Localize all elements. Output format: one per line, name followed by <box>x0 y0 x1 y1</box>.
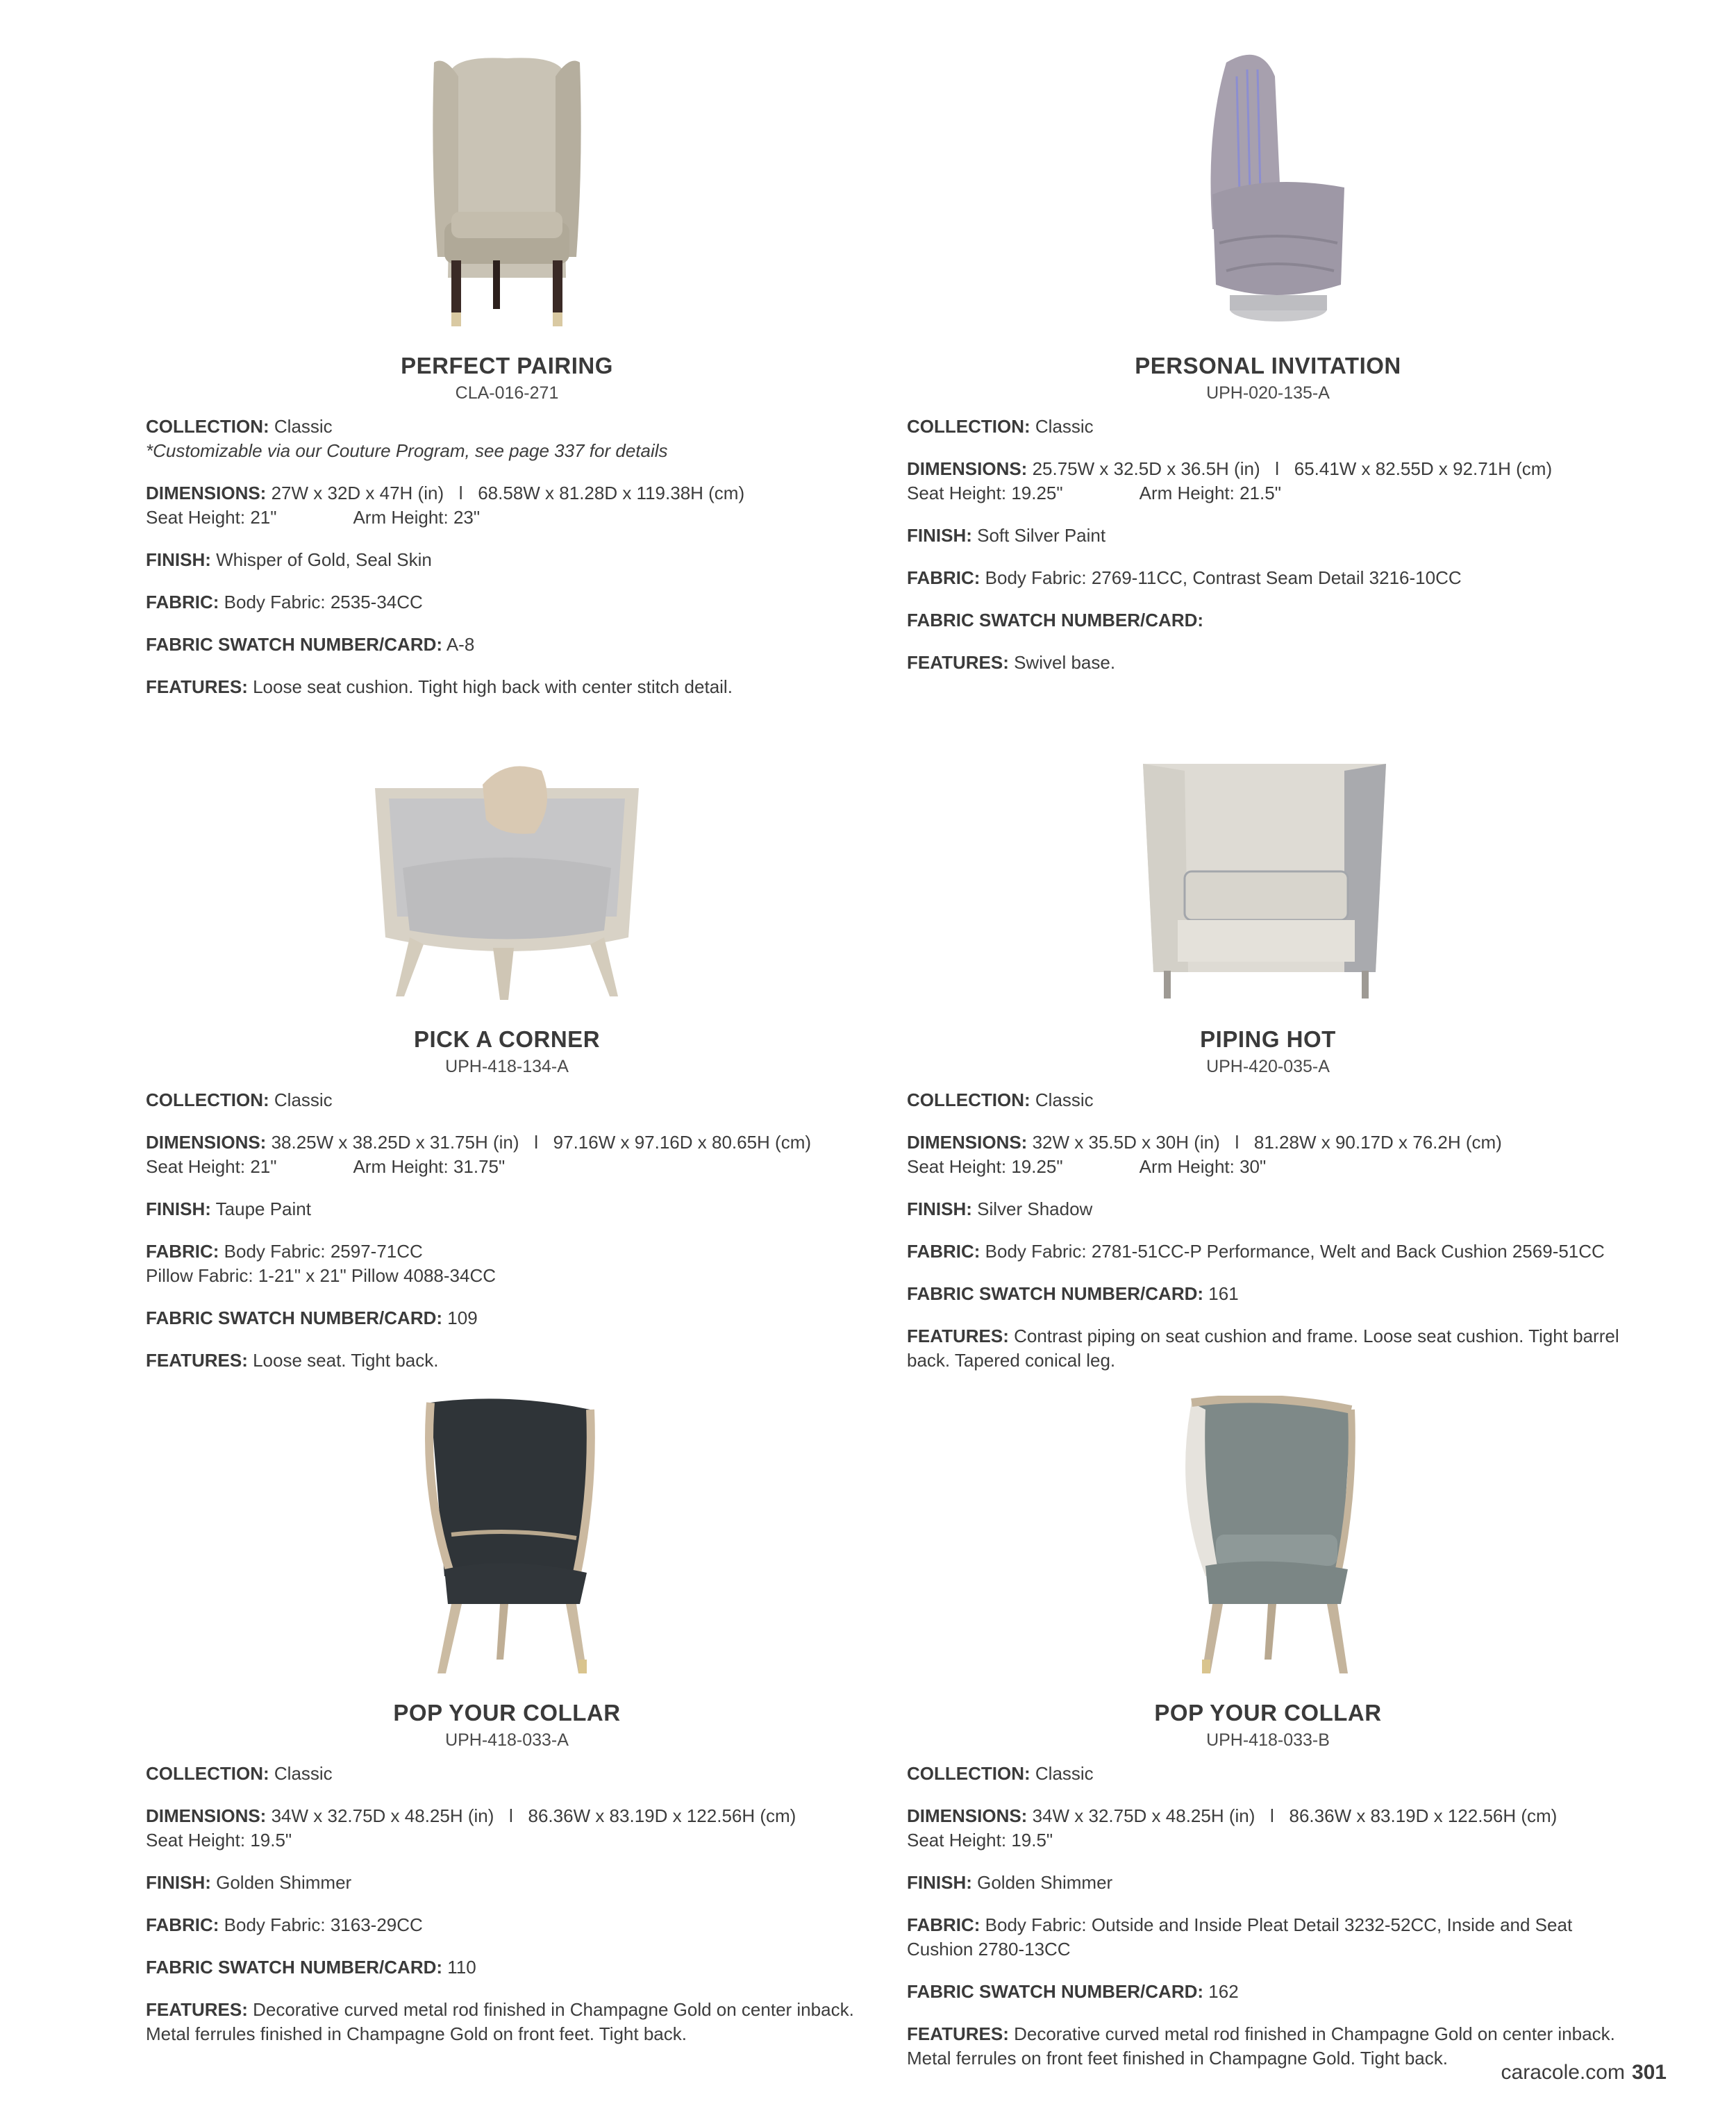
spec-value-line2: Pillow Fabric: 1-21" x 21" Pillow 4088-34CC <box>146 1265 496 1286</box>
product-title: PERSONAL INVITATION <box>1135 353 1401 378</box>
spec-value: 161 <box>1208 1283 1239 1304</box>
spec-label: COLLECTION: <box>146 1763 269 1784</box>
spec-label: FABRIC: <box>907 567 980 588</box>
product-sku: CLA-016-271 <box>455 383 559 403</box>
product-specs <box>146 1762 868 2046</box>
heights-line <box>907 1155 1629 1179</box>
spec-collection <box>907 1088 1629 1112</box>
spec-label: DIMENSIONS: <box>907 1805 1028 1826</box>
spec-label: COLLECTION: <box>146 416 269 437</box>
seat-height: Seat Height: 19.5" <box>146 1830 292 1851</box>
spec-label: COLLECTION: <box>907 1763 1030 1784</box>
spec-features <box>146 1348 868 1373</box>
spec-features <box>907 651 1629 675</box>
spec-label: FINISH: <box>907 1872 972 1893</box>
spec-value: 32W x 35.5D x 30H (in) l 81.28W x 90.17D x 76.2H (cm) <box>1032 1132 1502 1153</box>
spec-finish <box>146 1197 868 1221</box>
product-card-pop-your-collar-a <box>146 1396 868 2064</box>
spec-value: Classic <box>274 416 333 437</box>
spec-value: 162 <box>1208 1981 1239 2002</box>
seat-height: Seat Height: 19.5" <box>907 1830 1053 1851</box>
spec-finish <box>907 1197 1629 1221</box>
spec-swatch <box>907 1980 1629 2004</box>
product-title: POP YOUR COLLAR <box>393 1700 621 1726</box>
arm-height: Arm Height: 31.75" <box>353 1156 506 1177</box>
product-sku: UPH-420-035-A <box>1206 1057 1330 1076</box>
spec-value: Classic <box>1035 416 1094 437</box>
product-sku: UPH-020-135-A <box>1206 383 1330 403</box>
high-back-chair-grey-illustration <box>1164 1396 1372 1680</box>
product-image-pop-your-collar-a <box>146 1396 868 1680</box>
product-specs <box>146 1088 868 1373</box>
spec-value: Silver Shadow <box>977 1198 1093 1219</box>
product-card-personal-invitation <box>907 49 1629 693</box>
product-sku: UPH-418-033-A <box>445 1730 569 1750</box>
spec-label: DIMENSIONS: <box>146 1132 267 1153</box>
spec-value: Soft Silver Paint <box>977 525 1106 546</box>
arm-height: Arm Height: 23" <box>353 507 481 528</box>
spec-value: Classic <box>274 1089 333 1110</box>
spec-label: FABRIC SWATCH NUMBER/CARD: <box>146 1957 443 1978</box>
spec-swatch <box>907 1282 1629 1306</box>
spec-collection <box>146 1088 868 1112</box>
spec-value: 34W x 32.75D x 48.25H (in) l 86.36W x 83.19D x 122.56H (cm) <box>271 1805 796 1826</box>
spec-label: FABRIC: <box>907 1914 980 1935</box>
heights-line <box>146 506 868 530</box>
product-specs <box>907 1762 1629 2071</box>
spec-label: FABRIC SWATCH NUMBER/CARD: <box>907 610 1204 630</box>
spec-value: Classic <box>1035 1089 1094 1110</box>
product-image-piping-hot <box>907 722 1629 1007</box>
spec-label: FINISH: <box>146 1198 211 1219</box>
seat-height: Seat Height: 21" <box>146 1156 277 1177</box>
wingback-chair-illustration <box>403 49 611 333</box>
spec-label: FABRIC: <box>146 1241 219 1262</box>
spec-value: Golden Shimmer <box>216 1872 352 1893</box>
spec-label: FEATURES: <box>146 1999 248 2020</box>
product-specs <box>146 415 868 699</box>
swivel-chair-illustration <box>1164 49 1372 333</box>
high-back-chair-dark-illustration <box>403 1396 611 1680</box>
spec-value: Body Fabric: 2769-11CC, Contrast Seam Detail 3216-10CC <box>985 567 1462 588</box>
seat-height: Seat Height: 21" <box>146 507 277 528</box>
spec-value: 34W x 32.75D x 48.25H (in) l 86.36W x 83.19D x 122.56H (cm) <box>1032 1805 1558 1826</box>
spec-value: Body Fabric: 2535-34CC <box>224 592 423 612</box>
spec-dimensions <box>907 457 1629 506</box>
spec-label: COLLECTION: <box>907 416 1030 437</box>
spec-label: FABRIC SWATCH NUMBER/CARD: <box>146 1308 443 1328</box>
seat-height: Seat Height: 19.25" <box>907 1156 1063 1177</box>
spec-dimensions <box>146 481 868 530</box>
spec-features <box>146 1998 868 2046</box>
spec-label: FEATURES: <box>907 1326 1009 1346</box>
arm-height: Arm Height: 30" <box>1139 1156 1267 1177</box>
spec-finish <box>146 1871 868 1895</box>
spec-dimensions <box>907 1804 1629 1853</box>
spec-value: Decorative curved metal rod finished in Champagne Gold on center inback. Metal ferrules finished in Champagne Gold on front feet. Tight back. <box>146 1999 854 2044</box>
spec-fabric <box>146 1913 868 1937</box>
spec-label: FINISH: <box>907 525 972 546</box>
spec-finish <box>146 548 868 572</box>
barrel-chair-illustration <box>1136 750 1400 1007</box>
spec-label: FABRIC: <box>146 592 219 612</box>
product-card-pick-a-corner <box>146 722 868 1391</box>
spec-label: FABRIC: <box>907 1241 980 1262</box>
heights-line <box>907 481 1629 506</box>
spec-value: Body Fabric: Outside and Inside Pleat Detail 3232-52CC, Inside and Seat Cushion 2780-13CC <box>907 1914 1573 1960</box>
spec-collection <box>907 1762 1629 1786</box>
spec-dimensions <box>907 1130 1629 1179</box>
spec-swatch <box>146 1955 868 1980</box>
spec-value: Loose seat cushion. Tight high back with center stitch detail. <box>253 676 733 697</box>
product-sku: UPH-418-033-B <box>1206 1730 1330 1750</box>
spec-fabric <box>146 590 868 615</box>
spec-dimensions <box>146 1804 868 1853</box>
spec-value: Loose seat. Tight back. <box>253 1350 439 1371</box>
product-image-personal-invitation <box>907 49 1629 333</box>
spec-value: Contrast piping on seat cushion and frame. Loose seat cushion. Tight barrel back. Tapered conical leg. <box>907 1326 1619 1371</box>
spec-fabric <box>146 1239 868 1288</box>
spec-label: COLLECTION: <box>146 1089 269 1110</box>
spec-collection <box>146 1762 868 1786</box>
page-number: 301 <box>1631 2061 1667 2084</box>
spec-value: 25.75W x 32.5D x 36.5H (in) l 65.41W x 82.55D x 92.71H (cm) <box>1032 458 1553 479</box>
spec-value: Swivel base. <box>1014 652 1116 673</box>
spec-value: Classic <box>274 1763 333 1784</box>
collection-note: *Customizable via our Couture Program, see page 337 for details <box>146 440 668 461</box>
spec-value: 110 <box>447 1957 476 1978</box>
spec-value: Golden Shimmer <box>977 1872 1113 1893</box>
spec-finish <box>907 524 1629 548</box>
product-title: POP YOUR COLLAR <box>1154 1700 1382 1726</box>
spec-label: FEATURES: <box>907 652 1009 673</box>
spec-features <box>907 1324 1629 1373</box>
spec-label: FABRIC SWATCH NUMBER/CARD: <box>146 634 443 655</box>
spec-value: 27W x 32D x 47H (in) l 68.58W x 81.28D x 119.38H (cm) <box>271 483 745 503</box>
spec-label: FABRIC SWATCH NUMBER/CARD: <box>907 1981 1204 2002</box>
product-image-pick-a-corner <box>146 722 868 1007</box>
product-card-pop-your-collar-b <box>907 1396 1629 2089</box>
product-title: PICK A CORNER <box>413 1026 601 1052</box>
product-card-piping-hot <box>907 722 1629 1391</box>
spec-swatch <box>146 633 868 657</box>
spec-label: FABRIC: <box>146 1914 219 1935</box>
spec-label: DIMENSIONS: <box>907 1132 1028 1153</box>
spec-features <box>146 675 868 699</box>
spec-label: FINISH: <box>146 549 211 570</box>
arm-height: Arm Height: 21.5" <box>1139 483 1281 503</box>
spec-fabric <box>907 1913 1629 1962</box>
corner-chair-illustration <box>361 757 653 1007</box>
product-title: PIPING HOT <box>1200 1026 1336 1052</box>
spec-label: FINISH: <box>146 1872 211 1893</box>
spec-label: DIMENSIONS: <box>146 1805 267 1826</box>
spec-collection <box>146 415 868 463</box>
product-card-perfect-pairing <box>146 49 868 717</box>
spec-value: Taupe Paint <box>215 1198 311 1219</box>
spec-dimensions <box>146 1130 868 1179</box>
spec-value: Whisper of Gold, Seal Skin <box>216 549 432 570</box>
spec-label: FEATURES: <box>146 1350 248 1371</box>
product-sku: UPH-418-134-A <box>445 1057 569 1076</box>
spec-label: FINISH: <box>907 1198 972 1219</box>
product-specs <box>907 415 1629 675</box>
spec-value: 38.25W x 38.25D x 31.75H (in) l 97.16W x 97.16D x 80.65H (cm) <box>271 1132 812 1153</box>
spec-label: FEATURES: <box>907 2023 1009 2044</box>
heights-line <box>146 1155 868 1179</box>
page-footer <box>1501 2061 1667 2085</box>
spec-value: Body Fabric: 2597-71CC <box>224 1241 423 1262</box>
spec-fabric <box>907 566 1629 590</box>
product-specs <box>907 1088 1629 1373</box>
spec-label: DIMENSIONS: <box>146 483 267 503</box>
spec-value: Classic <box>1035 1763 1094 1784</box>
spec-fabric <box>907 1239 1629 1264</box>
spec-swatch <box>907 608 1629 633</box>
seat-height: Seat Height: 19.25" <box>907 483 1063 503</box>
product-image-pop-your-collar-b <box>907 1396 1629 1680</box>
spec-collection <box>907 415 1629 439</box>
spec-value: Decorative curved metal rod finished in Champagne Gold on center inback. Metal ferrules on front feet finished in Champagne Gold. Tight back. <box>907 2023 1615 2069</box>
spec-swatch <box>146 1306 868 1330</box>
heights-line <box>907 1828 1629 1853</box>
product-title: PERFECT PAIRING <box>401 353 613 378</box>
heights-line <box>146 1828 868 1853</box>
spec-label: FEATURES: <box>146 676 248 697</box>
spec-label: COLLECTION: <box>907 1089 1030 1110</box>
spec-value: A-8 <box>446 634 475 655</box>
spec-value: Body Fabric: 2781-51CC-P Performance, Welt and Back Cushion 2569-51CC <box>985 1241 1605 1262</box>
spec-value: 109 <box>447 1308 478 1328</box>
spec-finish <box>907 1871 1629 1895</box>
spec-value: Body Fabric: 3163-29CC <box>224 1914 423 1935</box>
website-link[interactable]: caracole.com <box>1501 2061 1625 2084</box>
spec-label: FABRIC SWATCH NUMBER/CARD: <box>907 1283 1204 1304</box>
spec-label: DIMENSIONS: <box>907 458 1028 479</box>
product-image-perfect-pairing <box>146 49 868 333</box>
